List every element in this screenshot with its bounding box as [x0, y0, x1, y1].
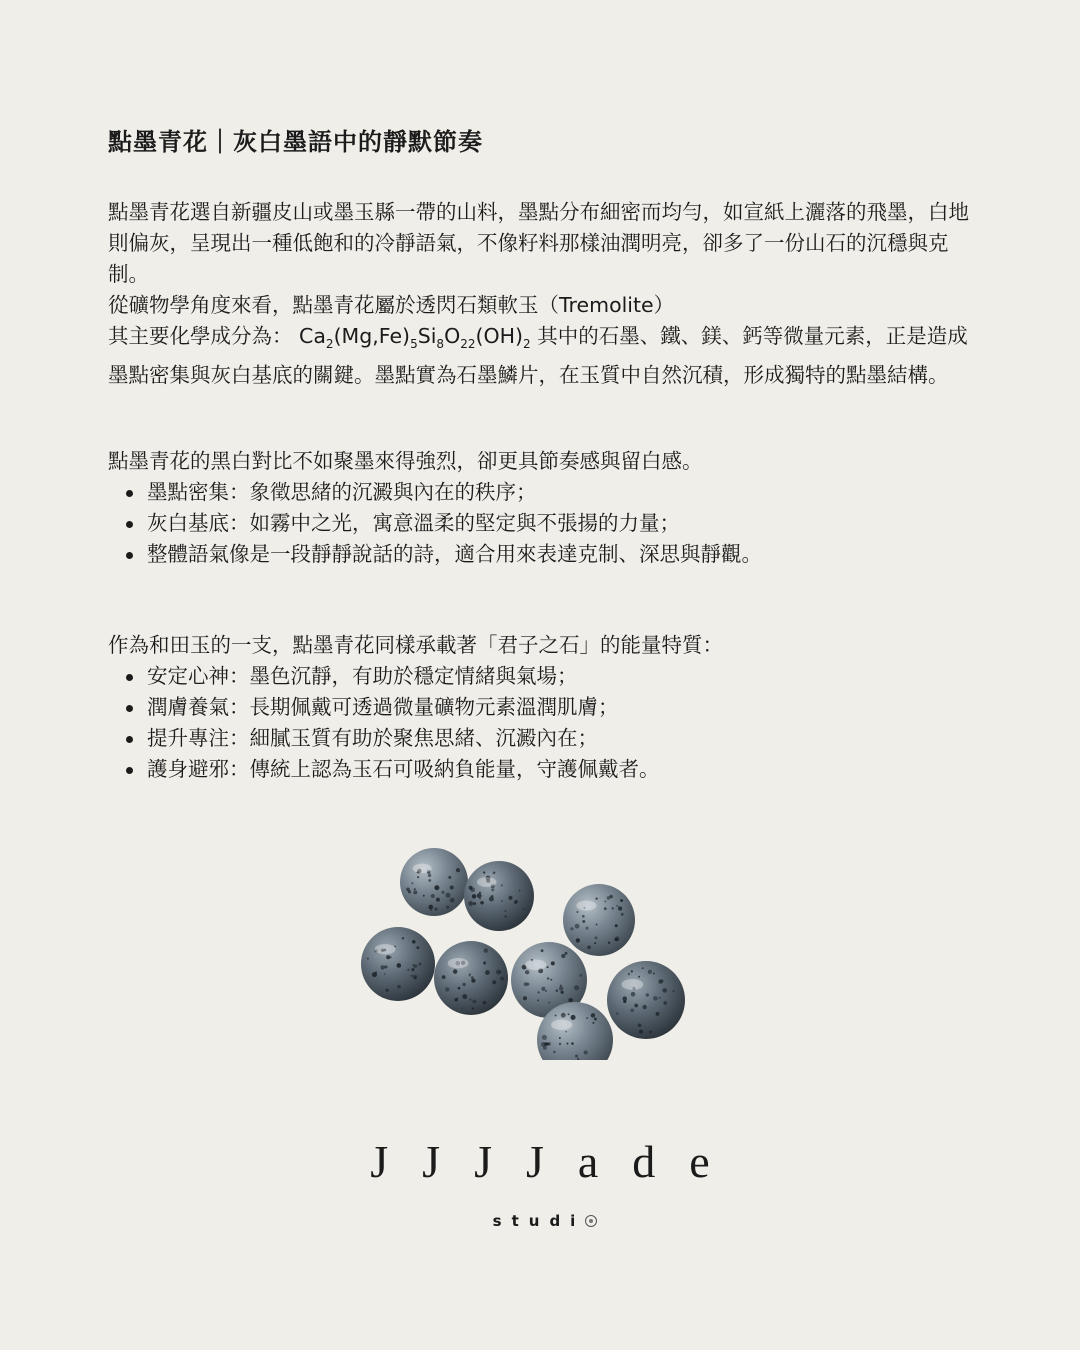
ink-speck: [662, 988, 667, 993]
ink-speck: [630, 1008, 634, 1012]
ink-speck: [493, 871, 496, 874]
ink-speck: [547, 1042, 550, 1045]
ink-speck: [658, 979, 662, 983]
ink-speck: [448, 876, 451, 879]
ink-speck: [472, 894, 476, 898]
ink-speck: [582, 920, 585, 923]
bead-highlight: [621, 979, 643, 990]
ink-speck: [468, 901, 473, 906]
bead-highlight: [525, 959, 546, 970]
ink-speck: [564, 952, 567, 955]
ink-speck: [646, 993, 649, 996]
list-item: 墨點密集：象徵思緒的沉澱與內在的秩序；: [108, 477, 974, 508]
ink-speck: [553, 1051, 555, 1053]
ink-speck: [411, 968, 414, 971]
ink-speck: [547, 977, 549, 979]
ink-speck: [561, 954, 565, 958]
list-item: 護身避邪：傳統上認為玉石可吸納負能量，守護佩戴者。: [108, 754, 974, 785]
energy-section: [108, 630, 974, 785]
ink-speck: [441, 891, 444, 894]
ink-speck: [559, 986, 563, 990]
ink-speck: [504, 915, 507, 918]
brand-subtitle-text: studi: [492, 1212, 586, 1230]
ink-speck: [471, 976, 474, 979]
ink-speck: [544, 1042, 548, 1046]
ink-speck: [577, 1058, 579, 1060]
list-item: 潤膚養氣：長期佩戴可透過微量礦物元素溫潤肌膚；: [108, 692, 974, 723]
contrast-list: [108, 477, 974, 570]
ink-speck: [485, 970, 490, 975]
ink-speck: [428, 905, 433, 910]
ink-speck: [648, 970, 652, 974]
bead-highlight: [448, 958, 469, 968]
ink-speck: [559, 1037, 561, 1039]
ink-speck: [462, 994, 467, 999]
ink-speck: [434, 907, 437, 910]
ink-speck: [491, 888, 494, 891]
ink-speck: [592, 1022, 594, 1024]
ink-speck: [413, 975, 417, 979]
mineral-line: 從礦物學角度來看，點墨青花屬於透閃石類軟玉（Tremolite）: [108, 293, 675, 317]
ink-speck: [639, 1030, 643, 1034]
ink-speck: [508, 896, 512, 900]
ink-speck: [489, 896, 494, 901]
ink-speck: [458, 987, 461, 990]
page-title: 點墨青花｜灰白墨語中的靜默節奏: [108, 128, 483, 156]
ink-speck: [519, 890, 521, 892]
ink-speck: [473, 999, 477, 1003]
ink-speck: [483, 1001, 487, 1005]
chemical-formula: $Ca_2(Mg,Fe)_5Si_8O_{22}(OH)_2$: [299, 324, 531, 352]
intro-paragraph: 點墨青花選自新疆皮山或墨玉縣一帶的山料，墨點分布細密而均勻，如宣紙上灑落的飛墨，白地則偏灰，呈現出一種低飽和的冷靜語氣，不像籽料那樣油潤明亮，卻多了一份山石的沉穩與克制。: [108, 200, 969, 286]
ink-speck: [505, 910, 507, 912]
ink-speck: [500, 977, 504, 981]
ink-speck: [586, 1017, 588, 1019]
ink-speck: [555, 1014, 557, 1016]
list-item: 灰白基底：如霧中之光，寓意溫柔的堅定與不張揚的力量；: [108, 508, 974, 539]
ink-speck: [471, 979, 475, 983]
ink-speck: [462, 1007, 464, 1009]
ink-speck: [541, 987, 545, 991]
ink-speck: [607, 896, 611, 900]
ink-speck: [575, 924, 580, 929]
formula-paragraph: [108, 321, 974, 391]
ink-speck: [672, 990, 674, 992]
ink-speck: [445, 893, 450, 898]
bead-highlight: [551, 1019, 572, 1030]
ink-speck: [537, 999, 539, 1001]
ink-speck: [386, 989, 389, 992]
ink-speck: [499, 971, 501, 973]
ink-speck: [594, 942, 596, 944]
ink-speck: [483, 871, 485, 873]
ink-speck: [548, 1002, 550, 1004]
ink-speck: [576, 938, 580, 942]
ink-speck: [380, 965, 384, 969]
ink-speck: [604, 907, 607, 910]
ink-speck: [525, 970, 529, 974]
ink-speck: [604, 900, 606, 902]
ink-speck: [446, 906, 449, 909]
ink-speck: [616, 905, 618, 907]
ink-speck: [571, 1015, 576, 1020]
ink-speck: [611, 907, 613, 909]
ink-speck: [386, 955, 390, 959]
ink-speck: [642, 1005, 646, 1009]
ink-speck: [568, 1013, 570, 1015]
bead-highlight: [375, 944, 396, 954]
jade-bead: [400, 848, 468, 916]
ink-speck: [620, 899, 623, 902]
ink-speck: [470, 999, 472, 1001]
ink-speck: [418, 962, 421, 965]
ink-speck: [614, 938, 618, 942]
ink-speck: [394, 946, 396, 948]
ink-speck: [642, 967, 644, 969]
ink-speck: [434, 885, 439, 890]
ink-speck: [576, 911, 578, 913]
ink-speck: [445, 987, 449, 991]
bead-highlight: [576, 901, 596, 911]
ink-speck: [416, 946, 419, 949]
ink-speck: [367, 958, 369, 960]
ink-speck: [397, 963, 402, 968]
ink-speck: [484, 948, 488, 952]
ink-speck: [537, 991, 539, 993]
ink-speck: [454, 998, 458, 1002]
ink-speck: [550, 979, 552, 981]
ink-speck: [483, 962, 486, 965]
ink-speck: [456, 868, 460, 872]
ink-speck: [663, 1001, 667, 1005]
ink-speck: [423, 895, 425, 897]
ink-speck: [561, 991, 564, 994]
ink-speck: [469, 973, 471, 975]
ink-speck: [638, 1023, 642, 1027]
logo-dot-icon: [585, 1215, 597, 1227]
ink-speck: [638, 976, 640, 978]
ink-speck: [596, 924, 598, 926]
ink-speck: [559, 1043, 561, 1045]
formula-prefix: 其主要化學成分為：: [108, 324, 293, 348]
ink-speck: [653, 996, 658, 1001]
brand-subtitle: [0, 1212, 1080, 1230]
ink-speck: [436, 898, 440, 902]
ink-speck: [547, 966, 549, 968]
ink-speck: [582, 915, 585, 918]
ink-speck: [501, 884, 503, 886]
jade-bead: [607, 961, 685, 1039]
ink-speck: [608, 941, 610, 943]
ink-speck: [480, 901, 484, 905]
ink-speck: [397, 985, 401, 989]
list-item: 安定心神：墨色沉靜，有助於穩定情緒與氣場；: [108, 661, 974, 692]
ink-speck: [628, 973, 630, 975]
ink-speck: [542, 1035, 547, 1040]
ink-speck: [450, 898, 455, 903]
ink-speck: [575, 1054, 578, 1057]
ink-speck: [587, 946, 591, 950]
ink-speck: [477, 893, 482, 898]
ink-speck: [571, 1042, 574, 1045]
ink-speck: [413, 890, 417, 894]
jade-bead: [563, 884, 635, 956]
ink-speck: [453, 969, 458, 974]
ink-speck: [431, 894, 435, 898]
ink-speck: [428, 879, 431, 882]
ink-speck: [595, 937, 598, 940]
ink-speck: [402, 937, 404, 939]
ink-speck: [492, 980, 496, 984]
ink-speck: [384, 973, 386, 975]
ink-speck: [469, 886, 473, 890]
ink-speck: [584, 1050, 588, 1054]
ink-speck: [473, 902, 476, 905]
ink-speck: [413, 964, 415, 966]
ink-speck: [450, 885, 454, 889]
contrast-section: [108, 446, 974, 570]
ink-speck: [430, 909, 432, 911]
ink-speck: [543, 1046, 547, 1050]
ink-speck: [551, 961, 555, 965]
ink-speck: [412, 940, 416, 944]
ink-speck: [417, 876, 419, 878]
ink-speck: [407, 969, 409, 971]
contrast-lead: 點墨青花的黑白對比不如聚墨來得強烈，卻更具節奏感與留白感。: [108, 449, 703, 473]
ink-speck: [523, 996, 527, 1000]
ink-speck: [574, 985, 579, 990]
ink-speck: [653, 973, 655, 975]
ink-speck: [523, 908, 525, 910]
ink-speck: [541, 949, 544, 952]
ink-speck: [634, 1004, 638, 1008]
brand-logo: JJJJade: [370, 1136, 744, 1187]
list-item: 提升專注：細膩玉質有助於聚焦思緒、沉澱內在；: [108, 723, 974, 754]
ink-speck: [428, 874, 431, 877]
ink-speck: [618, 906, 622, 910]
ink-speck: [595, 897, 597, 899]
energy-list: [108, 661, 974, 785]
ink-speck: [623, 1000, 626, 1003]
ink-speck: [594, 1017, 597, 1020]
ink-speck: [514, 900, 517, 903]
ink-speck: [479, 892, 481, 894]
ink-speck: [462, 983, 465, 986]
ink-speck: [375, 971, 377, 973]
ink-speck: [561, 1013, 566, 1018]
jade-beads-image: [350, 840, 700, 1060]
formula-explanation: 其中的石墨、鐵、鎂、鈣等微量元素，正是造成墨點密集與灰白基底的關鍵。墨點實為石墨鱗片，在玉質中自然沉積，形成獨特的點墨結構。: [108, 324, 968, 388]
ink-speck: [631, 992, 636, 997]
ink-speck: [579, 974, 582, 977]
ink-speck: [501, 900, 503, 902]
ink-speck: [659, 997, 661, 999]
ink-speck: [591, 1013, 596, 1018]
ink-speck: [615, 924, 618, 927]
ink-speck: [568, 998, 573, 1003]
ink-speck: [631, 970, 633, 972]
ink-speck: [411, 975, 413, 977]
bead-highlight: [413, 864, 432, 874]
ink-speck: [545, 990, 547, 992]
ink-speck: [442, 975, 446, 979]
ink-speck: [411, 882, 413, 884]
intro-section: [108, 197, 974, 391]
ink-speck: [586, 927, 589, 930]
ink-speck: [565, 1031, 567, 1033]
ink-speck: [560, 985, 562, 987]
ink-speck: [472, 1007, 474, 1009]
ink-speck: [524, 982, 528, 986]
ink-speck: [406, 887, 410, 891]
ink-speck: [621, 913, 624, 916]
ink-speck: [656, 1012, 660, 1016]
ink-speck: [566, 1043, 568, 1045]
ink-speck: [556, 989, 559, 992]
bead-highlight: [477, 877, 497, 887]
list-item: 整體語氣像是一段靜靜說話的詩，適合用來表達克制、深思與靜觀。: [108, 539, 974, 570]
ink-speck: [616, 1013, 618, 1015]
energy-lead: 作為和田玉的一支，點墨青花同樣承載著「君子之石」的能量特質：: [108, 633, 723, 657]
ink-speck: [649, 1030, 652, 1033]
ink-speck: [414, 888, 416, 890]
ink-speck: [570, 927, 573, 930]
